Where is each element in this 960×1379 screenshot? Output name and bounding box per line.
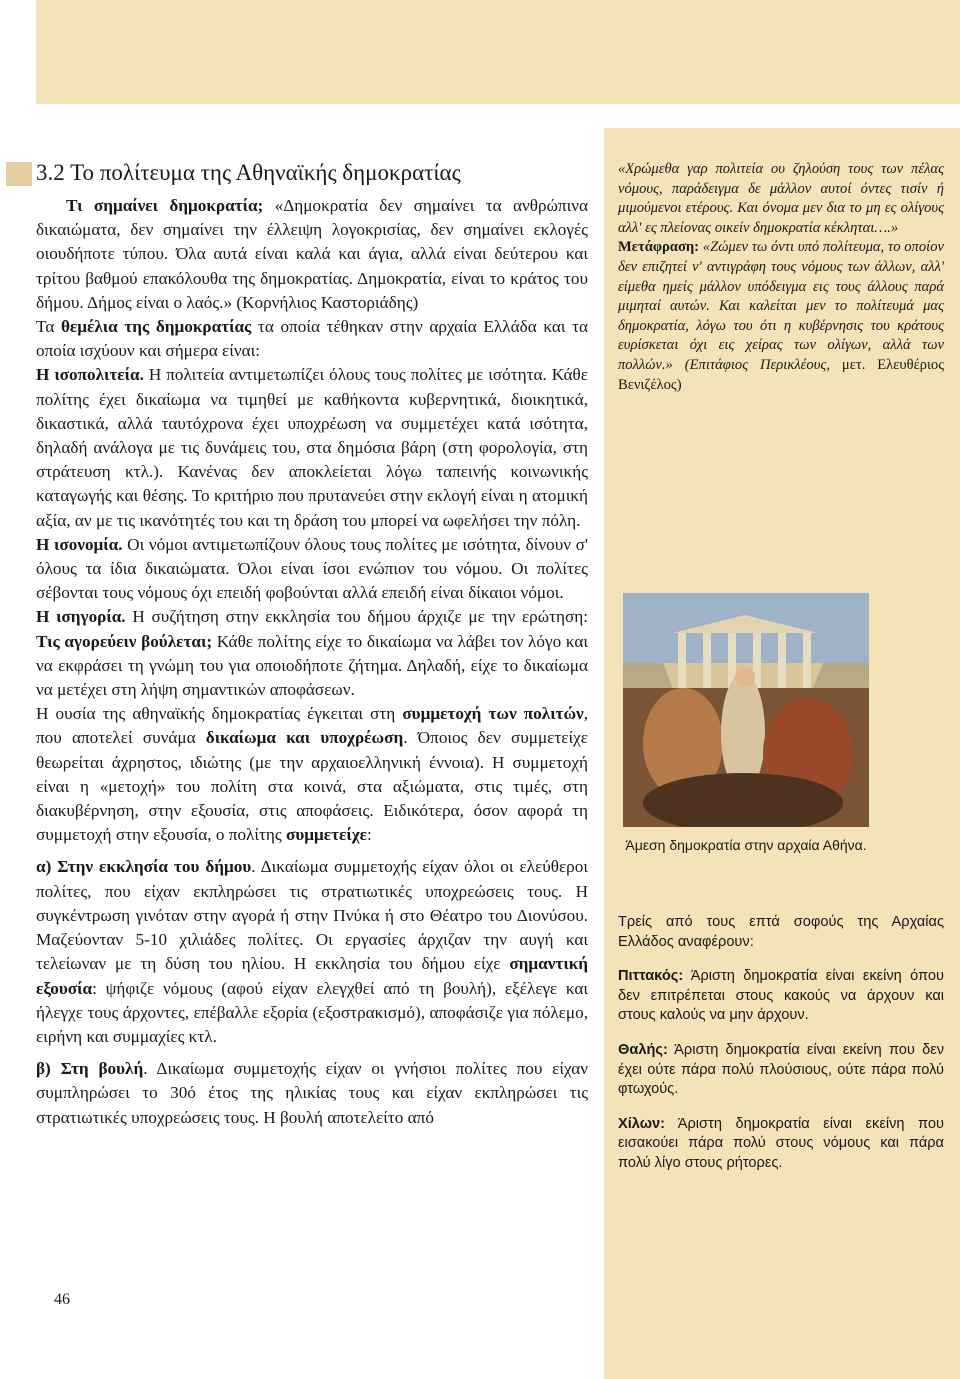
isigoria-text-2: Κάθε πολίτης είχε το δικαίωμα να λάβει τον λόγο και να εκφράσει τη γνώμη του για οποιοδήποτε ζήτημα. Δηλαδή, είχε το δικαίωμα να μετέχει στη λήψη σημαντικών αποφάσεων. [36, 631, 588, 700]
isonomia-text: Οι νόμοι αντιμετωπίζουν όλους τους πολίτες με ισότητα, δίνουν σ' όλους τα ίδια δικαιώματα. Όλοι είναι ίσοι ενώπιον του νόμου. Οι πολίτες σέβονται τους νόμους όχι επειδή φοβούνται αλλά επειδή είναι δίκαιοι νόμοι. [36, 534, 588, 603]
chilon-text: Άριστη δημοκρατία είναι εκείνη που εισακούει πάρα πολύ στους νόμους και πάρα πολύ λίγο στους ρήτορες. [618, 1115, 944, 1171]
essence-term-2: δικαίωμα και υποχρέωση [205, 728, 404, 748]
painting-caption: Άμεση δημοκρατία στην αρχαία Αθήνα. [625, 837, 867, 853]
assembly-text-1: . Δικαίωμα συμμετοχής είχαν όλοι οι ελεύθεροι πολίτες, που είχαν εκπληρώσει τις στρατιωτικές υποχρεώσεις τους. Η συγκέντρωση γινόταν στην αγορά ή στην Πνύκα ή στο Θέατρο του Διονύσου. Μαζεύονταν 5-10 χιλιάδες πολίτες. Οι εργασίες άρχιζαν την αυγή και τελείωναν με τη δύση του ηλίου. Η εκκλησία του δήμου είχε [36, 857, 588, 974]
chilon-name: Χίλων: [618, 1115, 666, 1132]
essence-term-3: συμμετείχε [286, 825, 367, 845]
foundations-term: θεμέλια της δημοκρατίας [60, 317, 252, 337]
paragraph-assembly [36, 855, 588, 1049]
pittakos-text: Άριστη δημοκρατία είναι εκείνη όπου δεν επιτρέπεται στους κακούς να άρχουν και στους καλούς να μην άρχουν. [618, 968, 944, 1024]
essence-text-4: : [367, 825, 372, 845]
assembly-term: α) Στην εκκλησία του δήμου [36, 857, 252, 877]
pittakos-name: Πιττακός: [618, 968, 684, 985]
paragraph-boule [36, 1057, 588, 1130]
paragraph-isonomia [36, 533, 588, 606]
boule-term: β) Στη βουλή [36, 1059, 144, 1079]
painting-icon [623, 593, 869, 827]
essence-text-3: . Όποιος δεν συμμετείχε θεωρείται άχρηστος, ιδιώτης (με την αρχαιοελληνική έννοια). Η συμμετοχή είναι η «μετοχή» του πολίτη στα κοινά, στα αξιώματα, στις τιμές, στη διακυβέρνηση, στην εξουσία, στις αποφάσεις. Ειδικότερα, όσον αφορά τη συμμετοχή στην εξουσία, ο πολίτης [36, 728, 588, 845]
foundations-pre: Τα [36, 317, 61, 337]
page-number: 46 [54, 1291, 70, 1308]
paragraph-foundations [36, 315, 588, 363]
isigoria-text-1: Η συζήτηση στην εκκλησία του δήμου άρχιζε με την ερώτηση: [125, 607, 588, 627]
sidebar-quote [618, 160, 944, 395]
thalis-text: Άριστη δημοκρατία είναι εκείνη που δεν έχει ούτε πάρα πολύ πλούσιους, ούτε πάρα πολύ φτωχούς. [618, 1041, 944, 1098]
sidebar-wise-men [618, 913, 944, 1174]
boule-text: . Δικαίωμα συμμετοχής είχαν οι γνήσιοι πολίτες που είχαν συμπληρώσει το 30ό έτος της ηλικίας τους και είχαν εκπληρώσει τις στρατιωτικές υποχρεώσεις τους. Η βουλή αποτελείτο από [36, 1059, 588, 1127]
section-title: 3.2 Το πολίτευμα της Αθηναϊκής δημοκρατίας [36, 160, 461, 185]
wise-intro: Τρείς από τους επτά σοφούς της Αρχαίας Ελλάδος αναφέρουν: [618, 914, 944, 950]
assembly-text-2: : ψήφιζε νόμους (αφού είχαν ελεγχθεί από τη βουλή), εξέλεγε και ήλεγχε τους άρχοντες, επέβαλλε εξορία (εξοστρακισμό), αποφάσιζε για πόλεμο, ειρήνη και συμμαχίες κτλ. [36, 978, 588, 1046]
main-column [36, 160, 588, 1130]
isopoliteia-text: Η πολιτεία αντιμετωπίζει όλους τους πολίτες με ισότητα. Κάθε πολίτης έχει δικαίωμα να τιμηθεί με καθήκοντα κυβερνητικά, διοικητικά, δικαστικά, αλλά ταυτόχρονα έχει υποχρέωση να συμμετέχει κατά ισότητα, δηλαδή ανάλογα με τις δυνάμεις του, στα δημόσια βάρη (στη φορολογία, στη στράτευση κτλ.). Κανένας δεν αποκλείεται λόγω ταπεινής κοινωνικής καταγωγής και θέσης. Το κριτήριο που πρυτανεύει στην εκλογή είναι η ατομική αξία, αν με τις ικανότητές του και τη δράση του μπορεί να ωφελήσει την πόλη. [36, 365, 588, 530]
assembly-power: σημαντική εξουσία [36, 954, 588, 998]
section-marker-icon [6, 162, 32, 186]
essence-term-1: συμμετοχή των πολιτών [402, 704, 584, 724]
definition-question: Τι σημαίνει δημοκρατία; [66, 196, 264, 215]
paragraph-isopoliteia [36, 363, 588, 532]
thalis-name: Θαλής: [618, 1041, 668, 1058]
paragraph-definition [36, 194, 588, 315]
translation-credit: μετ. Ελευθέριος Βενιζέλος) [618, 356, 944, 393]
isopoliteia-term: Η ισοπολιτεία. [36, 365, 144, 385]
translation-text: «Ζώμεν τω όντι υπό πολίτευμα, το οποίον δεν επιζητεί ν' αντιγράφη τους νόμους των άλλων, αλλ' είμεθα ημείς μάλλον υπόδειγμα εις τους άλλους παρά μιμηταί αυτών. Και καλείται μεν το πολίτευμά μας δημοκρατία, λόγω του ότι η κυβέρνησις του κράτους ευρίσκεται όχι εις χείρας των ολίγων, αλλά των πολλών.» (Επιτάφιος Περικλέους, [618, 239, 944, 373]
essence-text-2: , που αποτελεί συνάμα [36, 704, 589, 748]
paragraph-isigoria [36, 605, 588, 702]
pericles-quote: «Χρώμεθα γαρ πολιτεία ου ζηλούση τους των πέλας νόμους, παράδειγμα δε μάλλον αυτοί όντες τισίν ή μιμούμενοι ετέρους. Και όνομα μεν δια το μη ες ολίγους αλλ' ες πλείονας οικείν δημοκρατία κέκληται….» [618, 161, 944, 236]
isigoria-term: Η ισηγορία. [36, 607, 126, 627]
foundations-post: τα οποία τέθηκαν στην αρχαία Ελλάδα και τα οποία ισχύουν και σήμερα είναι: [36, 317, 588, 361]
translation-label: Μετάφραση: [618, 239, 700, 256]
pericles-painting [623, 593, 869, 827]
section-header [36, 160, 588, 194]
paragraph-essence [36, 702, 588, 847]
isonomia-term: Η ισονομία. [36, 534, 123, 554]
definition-quote: «Δημοκρατία δεν σημαίνει τα ανθρώπινα δικαιώματα, δεν σημαίνει την έλλειψη λογοκρισίας, δεν σημαίνει εκλογές οιουδήποτε τύπου. Όλα αυτά είναι καλά και άγια, αλλά είναι δεύτερου και τρίτου βαθμού επακόλουθα της δημοκρατίας. Δημοκρατία, είναι το κράτος του δήμου. Δήμος είναι ο λαός.» (Κορνήλιος Καστοριάδης) [36, 196, 588, 312]
isigoria-question: Τις αγορεύειν βούλεται; [36, 631, 213, 651]
header-band [36, 0, 960, 104]
essence-text-1: Η ουσία της αθηναϊκής δημοκρατίας έγκειται στη [36, 704, 403, 724]
